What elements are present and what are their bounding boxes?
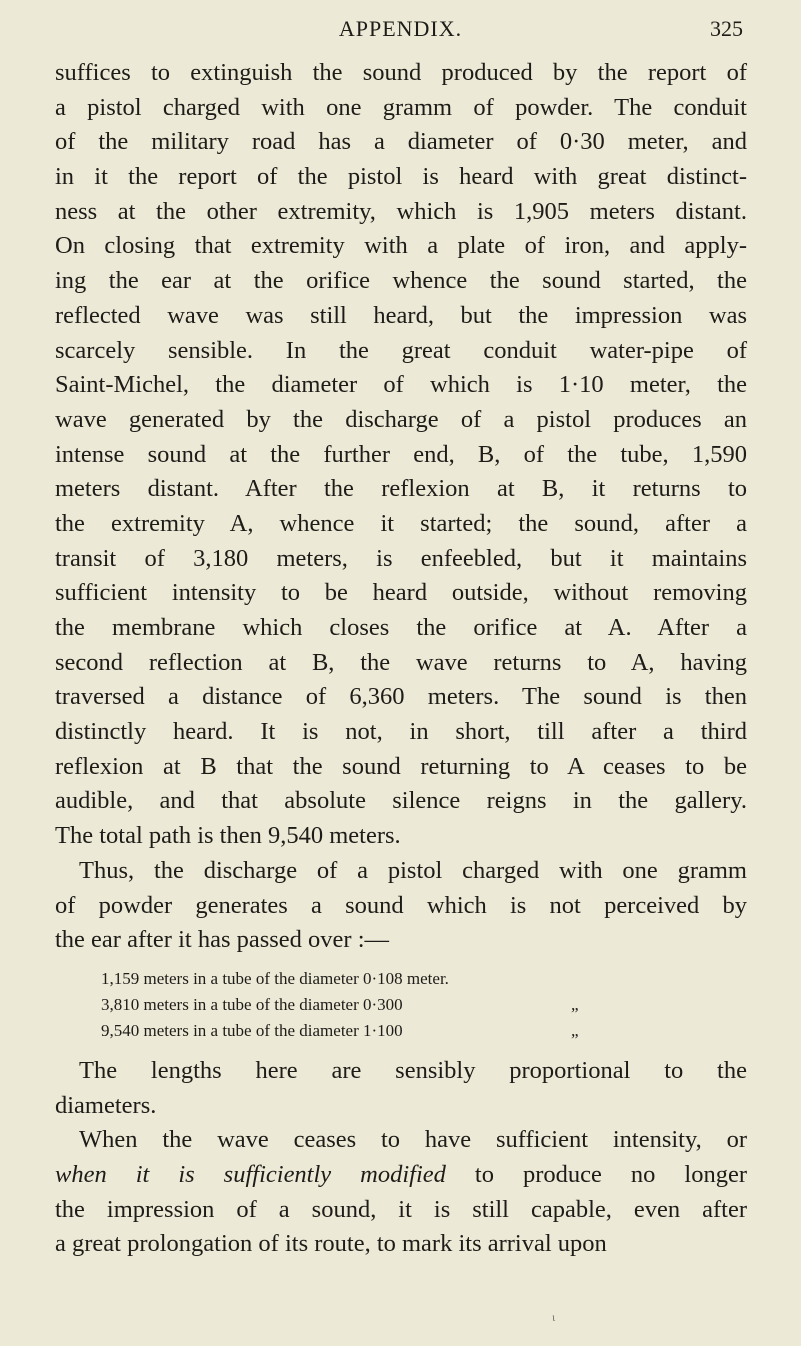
text-line: the impression of a sound, it is still capable, even after xyxy=(55,1195,747,1223)
text-line: On closing that extremity with a plate of iron, and apply- xyxy=(55,232,747,260)
text-line: wave generated by the discharge of a pistol produces an xyxy=(55,405,747,433)
text-line: ing the ear at the orifice whence the sound started, the xyxy=(55,267,747,295)
text-line: traversed a distance of 6,360 meters. The sound is then xyxy=(55,683,747,711)
text-line: ness at the other extremity, which is 1,905 meters distant. xyxy=(55,197,747,225)
text-line: the extremity A, whence it started; the sound, after a xyxy=(55,509,747,537)
text-line: diameters. xyxy=(55,1091,157,1119)
table-row: 9,540 meters in a tube of the diameter 1·100 „ xyxy=(101,1020,579,1040)
distance-table xyxy=(101,966,621,1044)
paragraph-1 xyxy=(55,56,747,854)
text-line: Thus, the discharge of a pistol charged with one gramm xyxy=(79,856,747,884)
text-line: meters distant. After the reflexion at B, it returns to xyxy=(55,475,747,503)
text-line: reflected wave was still heard, but the impression was xyxy=(55,301,747,329)
running-header xyxy=(0,14,801,44)
text-line: scarcely sensible. In the great conduit water-pipe of xyxy=(55,336,747,364)
text-line: intense sound at the further end, B, of the tube, 1,590 xyxy=(55,440,747,468)
text-line: the ear after it has passed over :— xyxy=(55,926,390,954)
page-number: 325 xyxy=(710,16,743,41)
text-line: When the wave ceases to have sufficient intensity, or xyxy=(79,1126,747,1154)
text-line: the membrane which closes the orifice at A. After a xyxy=(55,614,747,641)
text-line: in it the report of the pistol is heard with great distinct- xyxy=(55,163,747,191)
text-line: The lengths here are sensibly proportional to the xyxy=(79,1056,747,1084)
paragraph-3 xyxy=(55,1054,747,1123)
text-line: transit of 3,180 meters, is enfeebled, but it maintains xyxy=(55,544,747,572)
paragraph-2 xyxy=(55,854,747,958)
paragraph-4 xyxy=(55,1123,747,1262)
text-line: a great prolongation of its route, to mark its arrival upon xyxy=(55,1230,607,1258)
text-line: second reflection at B, the wave returns to A, having xyxy=(55,648,747,676)
text-line: a pistol charged with one gramm of powder. The conduit xyxy=(55,93,747,121)
page-body xyxy=(55,56,747,1262)
text-line: reflexion at B that the sound returning to A ceases to be xyxy=(55,752,747,780)
text-line: suffices to extinguish the sound produced by the report of xyxy=(55,59,747,86)
table-row: 1,159 meters in a tube of the diameter 0·108 meter. xyxy=(101,968,449,988)
text-line: of the military road has a diameter of 0·30 meter, and xyxy=(55,128,747,156)
text-line: when it is sufficiently modified to produce no longer xyxy=(55,1160,747,1188)
text-line: Saint-Michel, the diameter of which is 1·10 meter, the xyxy=(55,371,747,399)
text-line: distinctly heard. It is not, in short, till after a third xyxy=(55,718,747,746)
footer-mark: ι xyxy=(552,1310,556,1324)
table-row: 3,810 meters in a tube of the diameter 0·300 „ xyxy=(101,994,579,1014)
text-line: The total path is then 9,540 meters. xyxy=(55,822,401,850)
text-line: sufficient intensity to be heard outside, without removing xyxy=(55,579,747,607)
running-title: APPENDIX. xyxy=(338,16,463,41)
text-line: of powder generates a sound which is not perceived by xyxy=(55,891,747,919)
text-line: audible, and that absolute silence reigns in the gallery. xyxy=(55,787,747,815)
